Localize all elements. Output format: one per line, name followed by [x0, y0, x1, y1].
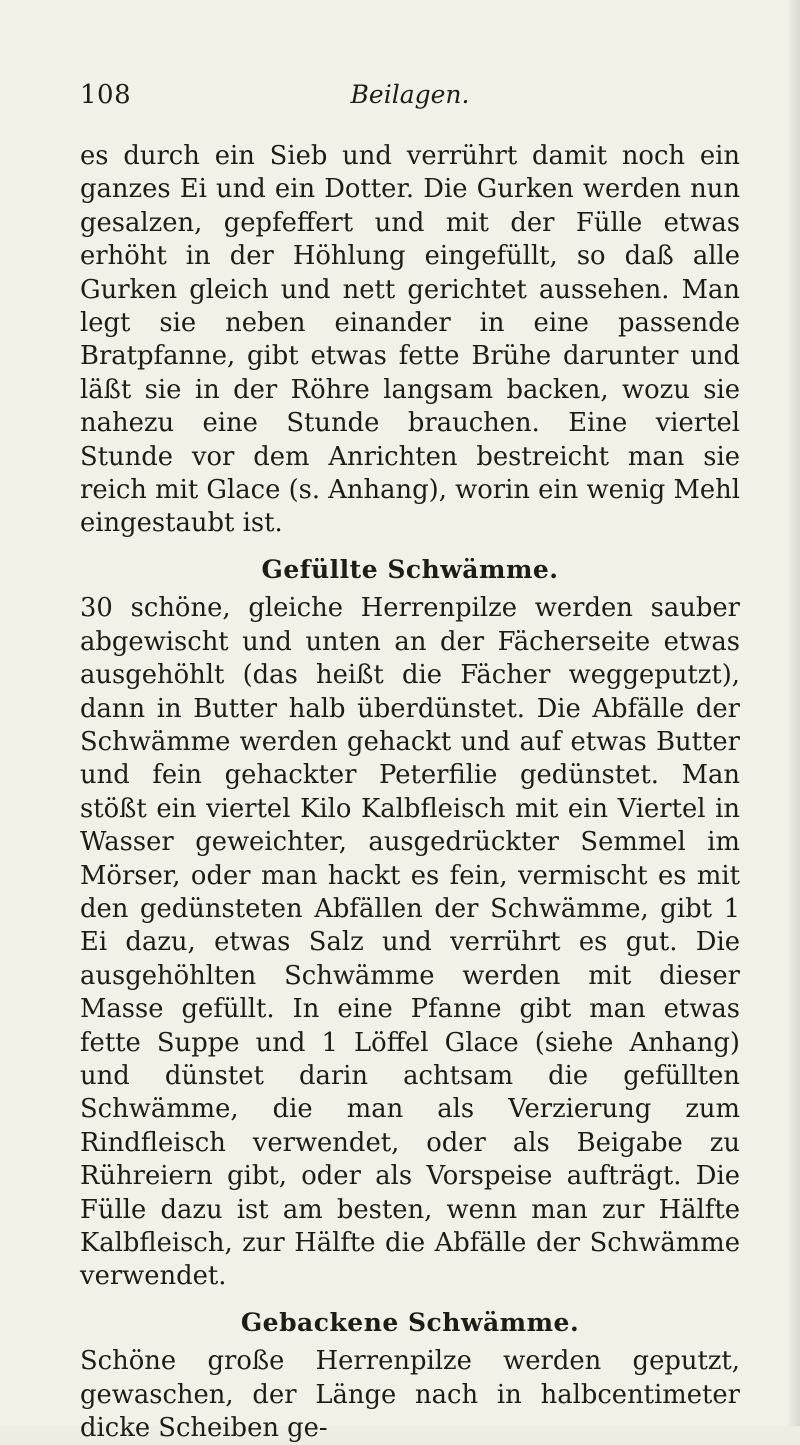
page-number: 108	[80, 80, 132, 110]
paragraph-gefuellte-schwaemme: 30 schöne, gleiche Herrenpilze werden sauber abgewischt und unten an der Fächerseite etwas ausgehöhlt (das heißt die Fächer weggeputzt), dann in Butter halb überdünstet. Die Abfälle der Schwämme werden gehackt und auf etwas Butter und fein gehackter Peterfilie gedünstet. Man stößt ein viertel Kilo Kalbfleisch mit ein Viertel in Wasser geweichter, ausgedrückter Semmel im Mörser, oder man hackt es fein, vermischt es mit den gedünsteten Abfällen der Schwämme, gibt 1 Ei dazu, etwas Salz und verrührt es gut. Die ausgehöhlten Schwämme werden mit dieser Masse gefüllt. In eine Pfanne gibt man etwas fette Suppe und 1 Löffel Glace (siehe Anhang) und dünstet darin achtsam die gefüllten Schwämme, die man als Verzierung zum Rindfleisch verwendet, oder als Beigabe zu Rühreiern gibt, oder als Vorspeise aufträgt. Die Fülle dazu ist am besten, wenn man zur Hälfte Kalbfleisch, zur Hälfte die Abfälle der Schwämme verwendet.	[80, 593, 740, 1292]
page-body	[80, 140, 740, 1445]
page-header	[80, 80, 740, 120]
running-head: Beilagen.	[350, 80, 470, 109]
section-title-gefuellte-schwaemme: Gefüllte Schwämme.	[261, 554, 559, 584]
paragraph-gebackene-schwaemme: Schöne große Herrenpilze werden geputzt, gewaschen, der Länge nach in halbcentimeter dicke Scheiben ge-	[80, 1346, 740, 1444]
paragraph-gurken-continued: es durch ein Sieb und verrührt damit noch ein ganzes Ei und ein Dotter. Die Gurken werden nun gesalzen, gepfeffert und mit der Fülle etwas erhöht in der Höhlung eingefüllt, so daß alle Gurken gleich und nett gerichtet aussehen. Man legt sie neben einander in eine passende Bratpfanne, gibt etwas fette Brühe darunter und läßt sie in der Röhre langsam backen, wozu sie nahezu eine Stunde brauchen. Eine viertel Stunde vor dem Anrichten bestreicht man sie reich mit Glace (s. Anhang), worin ein wenig Mehl eingestaubt ist.	[80, 141, 740, 539]
section-title-gebackene-schwaemme: Gebackene Schwämme.	[240, 1307, 580, 1337]
